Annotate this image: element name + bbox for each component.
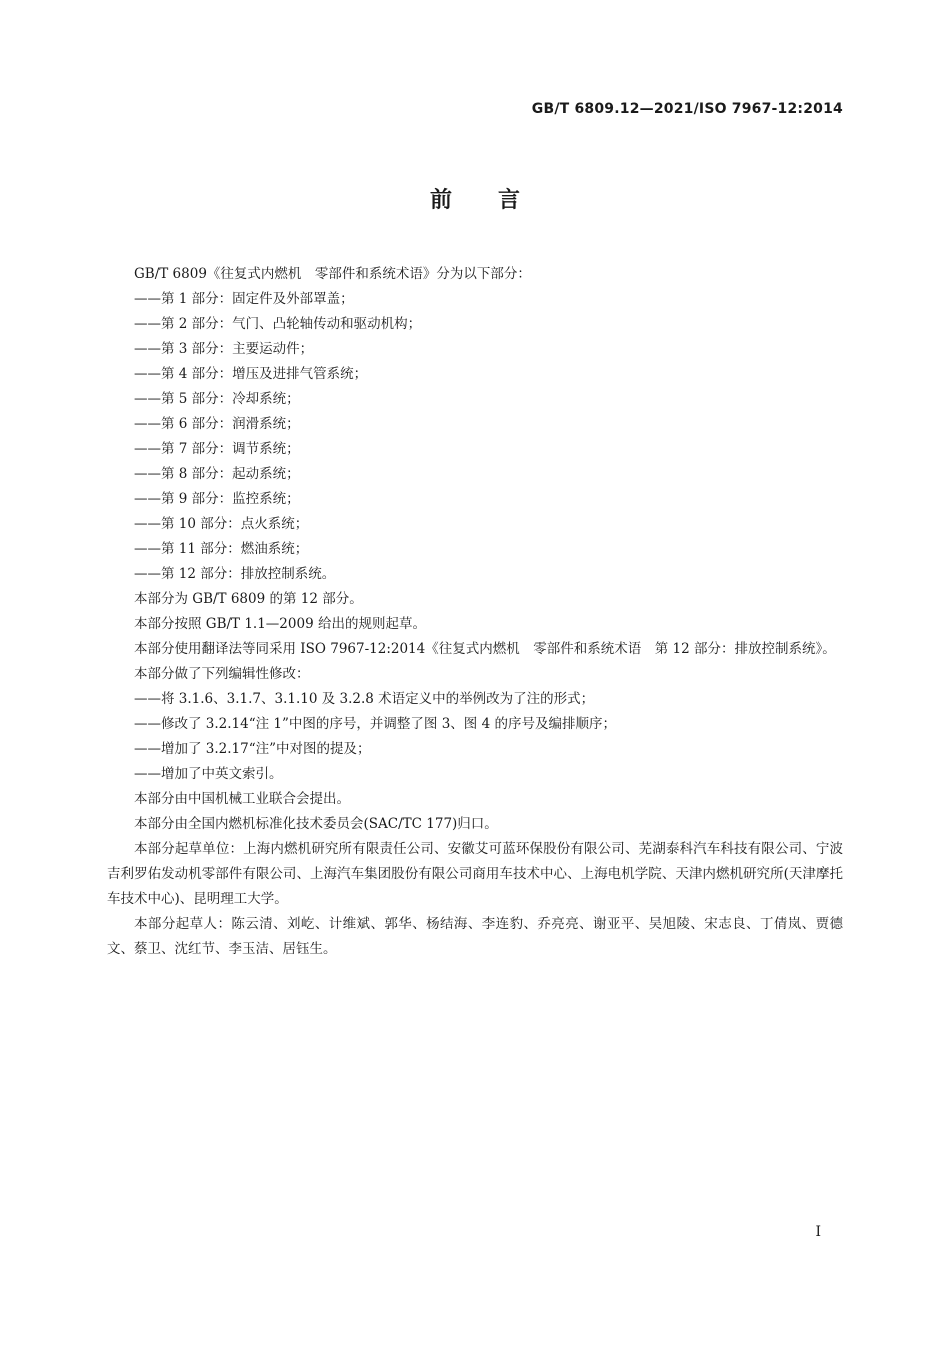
- part-list-item: ——第 2 部分：气门、凸轮轴传动和驱动机构；: [134, 316, 422, 332]
- modification-item: ——将 3.1.6、3.1.7、3.1.10 及 3.2.8 术语定义中的举例改为了注的形式；: [134, 691, 595, 707]
- part-list-item: ——第 5 部分：冷却系统；: [134, 391, 300, 407]
- part-list-item: ——第 12 部分：排放控制系统。: [134, 566, 336, 582]
- body-paragraph: 本部分做了下列编辑性修改：: [134, 666, 310, 682]
- drafters-paragraph: 本部分起草人：陈云清、刘屹、计维斌、郭华、杨结海、李连豹、乔亮亮、谢亚平、吴旭陵、宋志良、丁倩岚、贾德文、蔡卫、沈红节、李玉洁、居钰生。: [107, 916, 843, 957]
- body-paragraph: 本部分由全国内燃机标准化技术委员会(SAC/TC 177)归口。: [134, 816, 498, 832]
- body-paragraph: 本部分由中国机械工业联合会提出。: [134, 791, 350, 807]
- part-list-item: ——第 9 部分：监控系统；: [134, 491, 300, 507]
- body-paragraph: 本部分使用翻译法等同采用 ISO 7967-12:2014《往复式内燃机 零部件和系统术语 第 12 部分：排放控制系统》。: [134, 641, 836, 657]
- modification-item: ——增加了 3.2.17“注”中对图的提及；: [134, 741, 371, 757]
- standard-number: GB/T 6809.12—2021/ISO 7967-12:2014: [531, 101, 843, 117]
- part-list-item: ——第 6 部分：润滑系统；: [134, 416, 300, 432]
- page-title: 前言: [429, 188, 566, 213]
- body-paragraph: 本部分按照 GB/T 1.1—2009 给出的规则起草。: [134, 616, 426, 632]
- part-list-item: ——第 8 部分：起动系统；: [134, 466, 300, 482]
- intro-paragraph: GB/T 6809《往复式内燃机 零部件和系统术语》分为以下部分：: [134, 266, 531, 282]
- modification-item: ——增加了中英文索引。: [134, 766, 283, 782]
- body-paragraph: 本部分为 GB/T 6809 的第 12 部分。: [134, 591, 363, 607]
- page-number: I: [815, 1224, 821, 1240]
- part-list-item: ——第 4 部分：增压及进排气管系统；: [134, 366, 368, 382]
- preface-body: [107, 262, 843, 962]
- part-list-item: ——第 1 部分：固定件及外部罩盖；: [134, 291, 354, 307]
- part-list-item: ——第 11 部分：燃油系统；: [134, 541, 309, 557]
- part-list-item: ——第 10 部分：点火系统；: [134, 516, 309, 532]
- drafting-units-paragraph: 本部分起草单位：上海内燃机研究所有限责任公司、安徽艾可蓝环保股份有限公司、芜湖泰科汽车科技有限公司、宁波吉利罗佑发动机零部件有限公司、上海汽车集团股份有限公司商用车技术中心、上海电机学院、天津内燃机研究所(天津摩托车技术中心)、昆明理工大学。: [107, 841, 843, 907]
- modification-item: ——修改了 3.2.14“注 1”中图的序号，并调整了图 3、图 4 的序号及编排顺序；: [134, 716, 616, 732]
- part-list-item: ——第 7 部分：调节系统；: [134, 441, 300, 457]
- part-list-item: ——第 3 部分：主要运动件；: [134, 341, 314, 357]
